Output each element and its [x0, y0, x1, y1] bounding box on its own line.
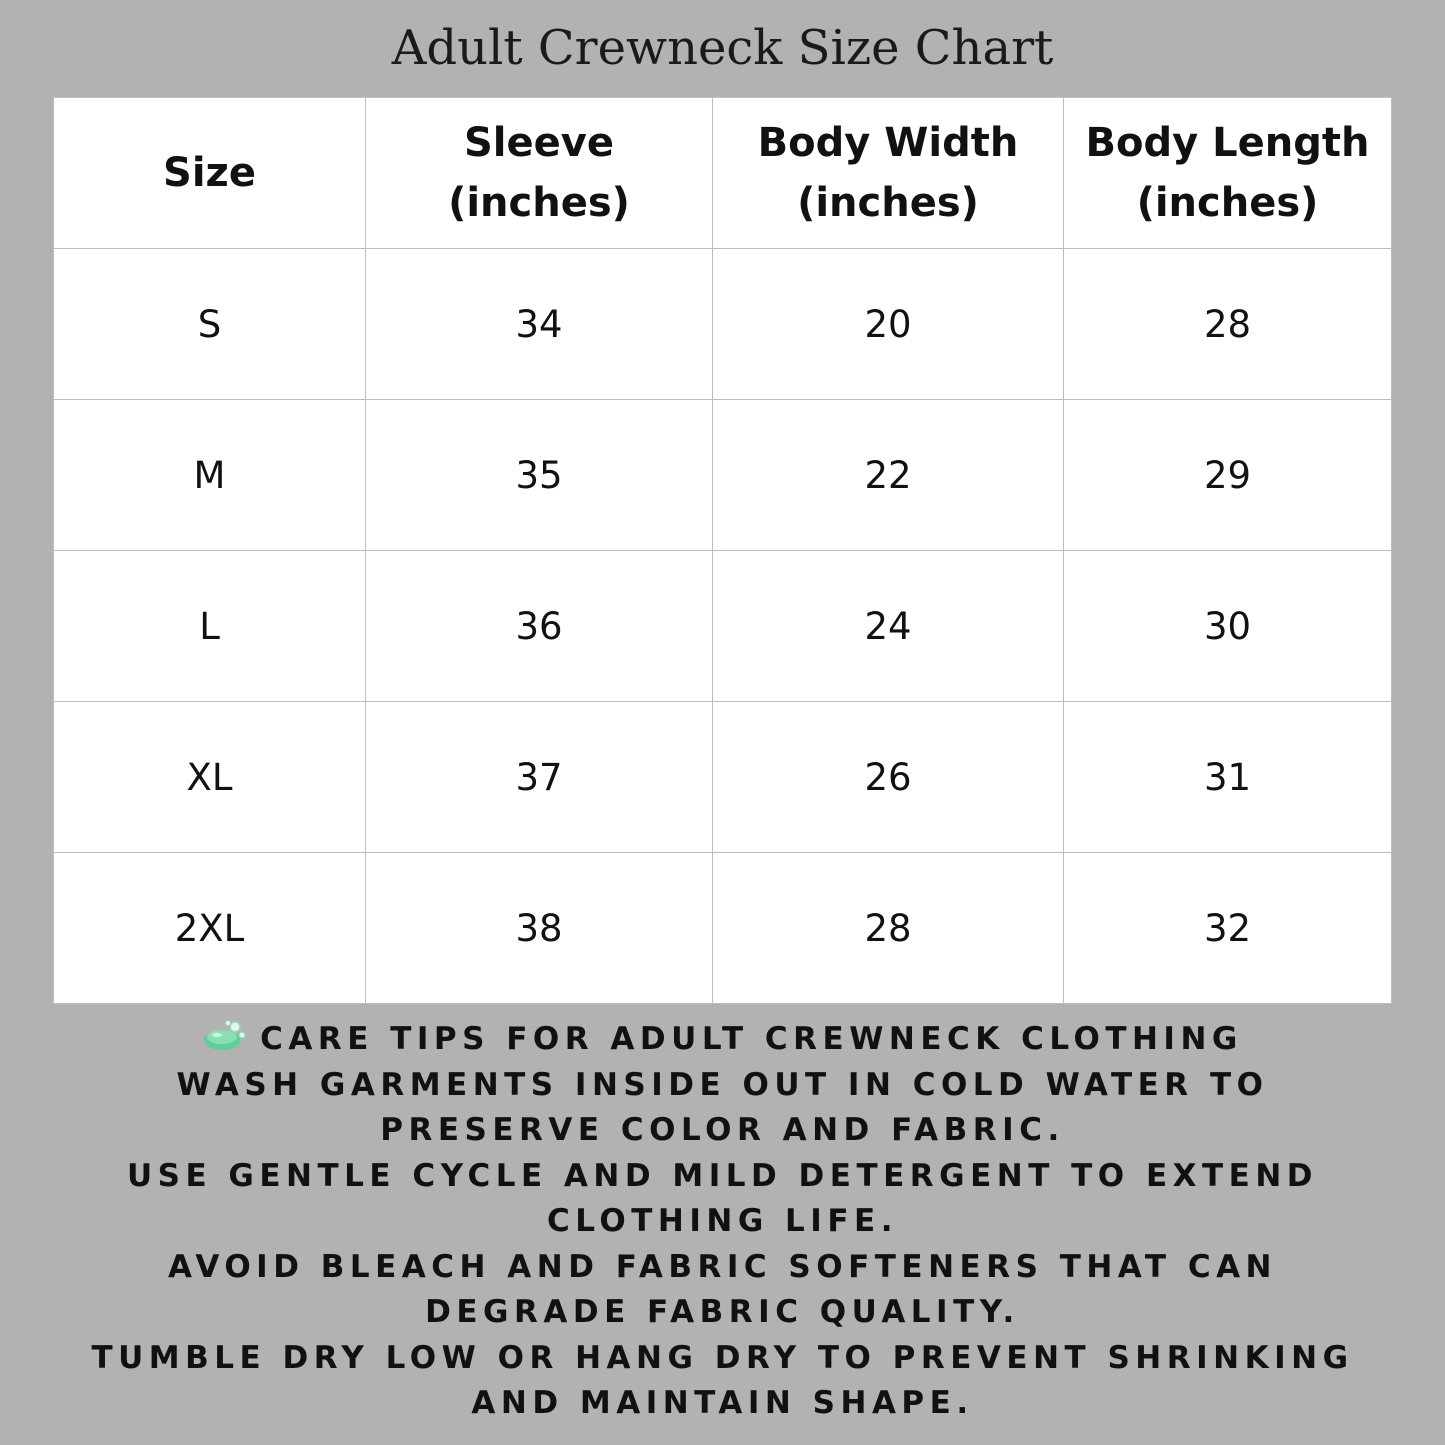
cell-size: XL — [54, 702, 366, 853]
table-row — [54, 551, 1392, 702]
cell-sleeve: 34 — [366, 249, 713, 400]
cell-size: L — [54, 551, 366, 702]
size-chart-table — [53, 97, 1392, 1004]
page-title: Adult Crewneck Size Chart — [391, 20, 1054, 76]
cell-body-width: 22 — [713, 400, 1064, 551]
cell-body-length: 30 — [1064, 551, 1392, 702]
care-heading: CARE TIPS FOR ADULT CREWNECK CLOTHING — [260, 1021, 1243, 1057]
care-heading-line — [60, 1017, 1385, 1063]
cell-body-width: 26 — [713, 702, 1064, 853]
care-tip: TUMBLE DRY LOW OR HANG DRY TO PREVENT SHRINKING AND MAINTAIN SHAPE. — [91, 1339, 1354, 1421]
cell-size: 2XL — [54, 853, 366, 1004]
cell-sleeve: 37 — [366, 702, 713, 853]
cell-size: M — [54, 400, 366, 551]
cell-body-length: 28 — [1064, 249, 1392, 400]
care-tips — [60, 1017, 1385, 1427]
header-body-width: Body Width (inches) — [713, 98, 1064, 249]
cell-body-length: 32 — [1064, 853, 1392, 1004]
cell-size: S — [54, 249, 366, 400]
care-tip: AVOID BLEACH AND FABRIC SOFTENERS THAT CAN DEGRADE FABRIC QUALITY. — [167, 1248, 1278, 1330]
table-header-row — [54, 98, 1392, 249]
table-row — [54, 249, 1392, 400]
cell-body-length: 31 — [1064, 702, 1392, 853]
table-row — [54, 853, 1392, 1004]
header-body-length: Body Length (inches) — [1064, 98, 1392, 249]
soap-icon — [202, 1019, 246, 1053]
cell-sleeve: 35 — [366, 400, 713, 551]
header-size: Size — [54, 98, 366, 249]
cell-sleeve: 36 — [366, 551, 713, 702]
table-row — [54, 400, 1392, 551]
header-sleeve: Sleeve (inches) — [366, 98, 713, 249]
cell-body-width: 24 — [713, 551, 1064, 702]
cell-sleeve: 38 — [366, 853, 713, 1004]
care-tip: USE GENTLE CYCLE AND MILD DETERGENT TO EXTEND CLOTHING LIFE. — [126, 1157, 1319, 1239]
care-tip: WASH GARMENTS INSIDE OUT IN COLD WATER TO PRESERVE COLOR AND FABRIC. — [176, 1066, 1269, 1148]
cell-body-width: 20 — [713, 249, 1064, 400]
cell-body-length: 29 — [1064, 400, 1392, 551]
table-row — [54, 702, 1392, 853]
cell-body-width: 28 — [713, 853, 1064, 1004]
